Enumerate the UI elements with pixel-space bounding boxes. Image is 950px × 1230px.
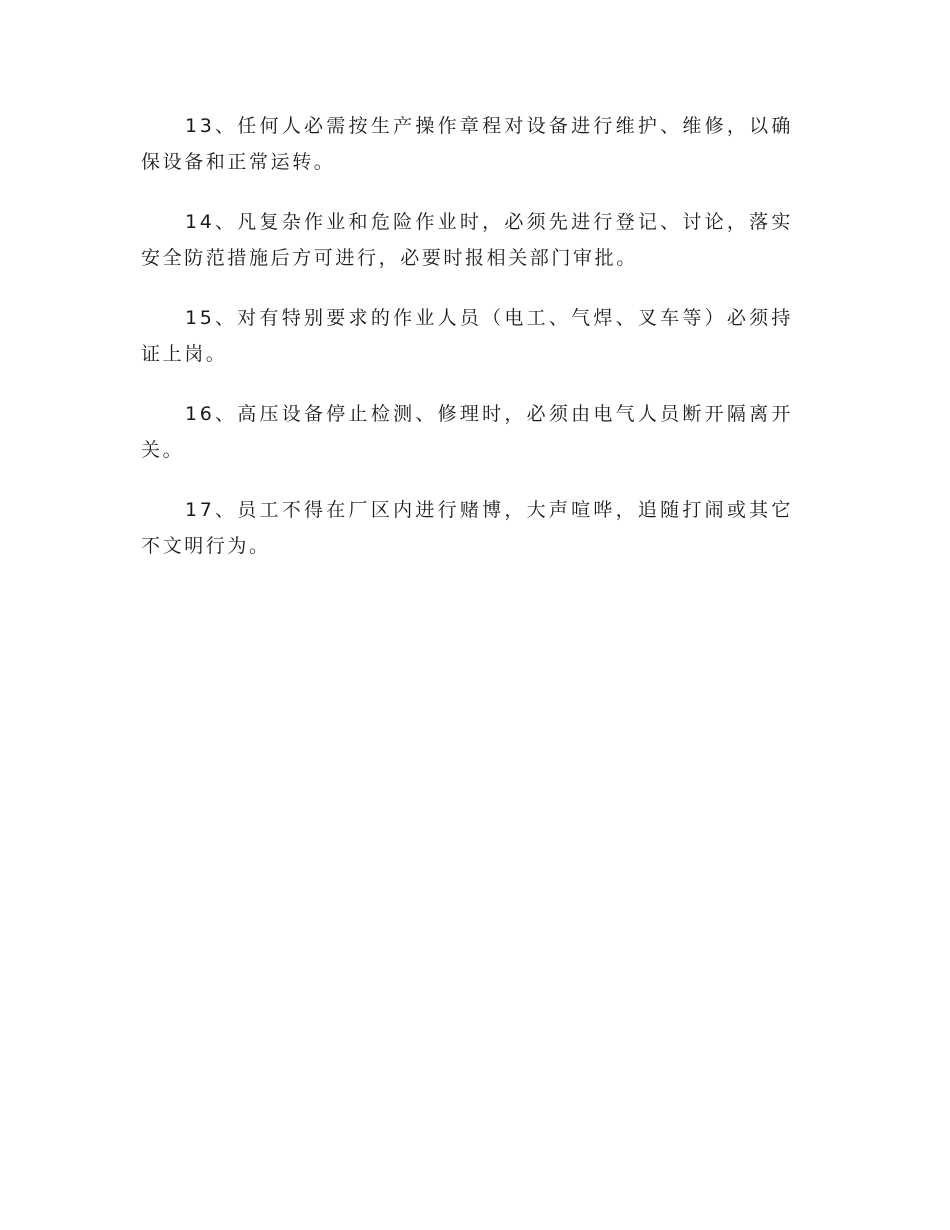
paragraph-16: 16、高压设备停止检测、修理时，必须由电气人员断开隔离开关。 [141,403,793,461]
paragraph-14: 14、凡复杂作业和危险作业时，必须先进行登记、讨论，落实安全防范措施后方可进行，必要时报相关部门审批。 [141,211,793,269]
paragraph-13: 13、任何人必需按生产操作章程对设备进行维护、维修，以确保设备和正常运转。 [141,115,793,173]
document-body [141,108,793,588]
paragraph-15: 15、对有特别要求的作业人员（电工、气焊、叉车等）必须持证上岗。 [141,307,793,365]
paragraph-17: 17、员工不得在厂区内进行赌博，大声喧哗，追随打闹或其它不文明行为。 [141,499,793,557]
